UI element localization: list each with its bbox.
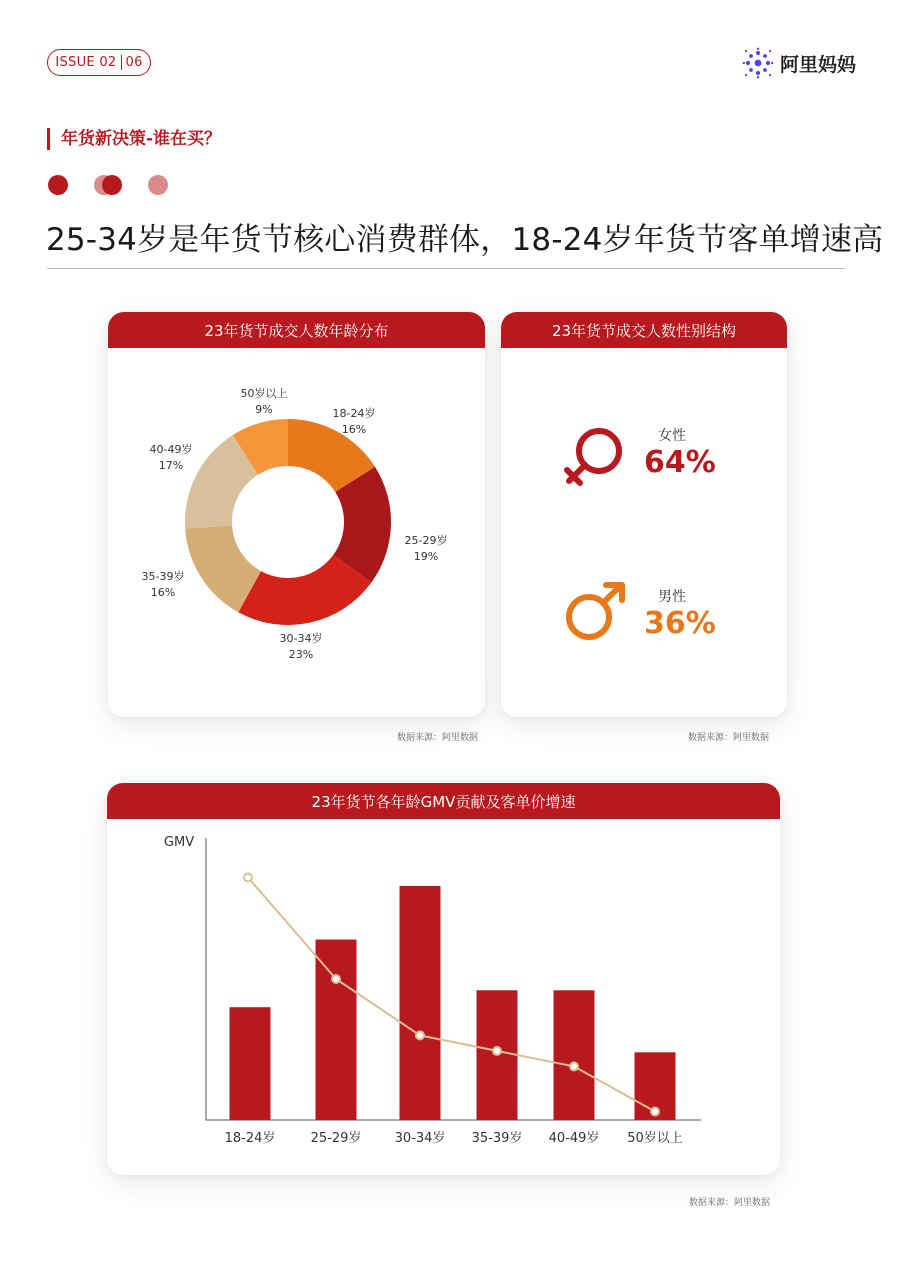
age-distribution-card <box>108 312 485 717</box>
age-distribution-source: 数据来源：阿里数据 <box>397 733 479 743</box>
dot-faded <box>148 175 168 195</box>
x-tick-30-34岁: 30-34岁 <box>394 1131 446 1146</box>
donut-label-40-49岁: 40-49岁 <box>149 443 193 456</box>
page-headline: 25-34岁是年货节核心消费群体，18-24岁年货节客单增速高 <box>46 222 884 258</box>
male-symbol-icon <box>563 580 633 650</box>
gmv-bar-18-24岁 <box>230 1007 271 1120</box>
donut-pct-30-34岁: 23% <box>288 648 314 661</box>
gmv-bar-40-49岁 <box>554 990 595 1120</box>
dot-overlap-front <box>102 175 122 195</box>
female-value: 64% <box>644 445 716 480</box>
donut-label-35-39岁: 35-39岁 <box>141 570 185 583</box>
aov-growth-point-25-29岁 <box>332 975 340 983</box>
x-tick-50岁以上: 50岁以上 <box>627 1131 683 1146</box>
male-label: 男性 <box>658 589 686 605</box>
aov-growth-point-35-39岁 <box>493 1047 501 1055</box>
age-distribution-card-title: 23年货节成交人数年龄分布 <box>108 312 485 348</box>
chart-axes <box>206 838 701 1120</box>
issue-badge <box>47 49 151 76</box>
aov-growth-point-18-24岁 <box>244 873 252 881</box>
x-tick-35-39岁: 35-39岁 <box>471 1131 523 1146</box>
x-tick-25-29岁: 25-29岁 <box>310 1131 362 1146</box>
donut-label-18-24岁: 18-24岁 <box>332 407 376 420</box>
logo-text: 阿里妈妈 <box>780 53 857 76</box>
donut-pct-18-24岁: 16% <box>341 423 367 436</box>
section-label: 年货新决策-谁在买？ <box>47 128 221 150</box>
donut-label-25-29岁: 25-29岁 <box>404 534 448 547</box>
aov-growth-point-30-34岁 <box>416 1031 424 1039</box>
dot-solid <box>48 175 68 195</box>
headline-divider <box>47 268 845 269</box>
aov-growth-point-50岁以上 <box>651 1108 659 1116</box>
brand-logo <box>742 47 856 79</box>
age-donut-chart <box>108 312 485 717</box>
gmv-bar-30-34岁 <box>400 886 441 1120</box>
female-label: 女性 <box>658 428 686 444</box>
donut-pct-40-49岁: 17% <box>158 459 184 472</box>
donut-pct-50岁以上: 9% <box>255 403 273 416</box>
donut-label-30-34岁: 30-34岁 <box>279 632 323 645</box>
donut-pct-35-39岁: 16% <box>150 586 176 599</box>
donut-pct-25-29岁: 19% <box>413 550 439 563</box>
gmv-combo-source: 数据来源：阿里数据 <box>689 1198 771 1208</box>
decorative-dots <box>47 174 177 198</box>
aov-growth-point-40-49岁 <box>570 1062 578 1070</box>
gmv-combo-chart <box>107 783 780 1175</box>
gmv-combo-card <box>107 783 780 1175</box>
gmv-combo-card-title: 23年货节各年龄GMV贡献及客单价增速 <box>107 783 780 819</box>
issue-number: ISSUE 02 <box>55 55 117 70</box>
alimama-dots-icon <box>742 47 774 79</box>
x-tick-40-49岁: 40-49岁 <box>548 1131 600 1146</box>
y-axis-label: GMV <box>163 835 195 850</box>
issue-page: 06 <box>125 55 143 70</box>
x-tick-18-24岁: 18-24岁 <box>224 1131 276 1146</box>
female-symbol-icon <box>563 424 627 500</box>
issue-separator <box>121 55 122 70</box>
gender-structure-card <box>501 312 787 717</box>
donut-label-50岁以上: 50岁以上 <box>240 387 288 400</box>
gender-structure-card-title: 23年货节成交人数性别结构 <box>501 312 787 348</box>
male-value: 36% <box>644 606 716 641</box>
gender-structure-source: 数据来源：阿里数据 <box>688 733 770 743</box>
gmv-bar-25-29岁 <box>316 940 357 1120</box>
